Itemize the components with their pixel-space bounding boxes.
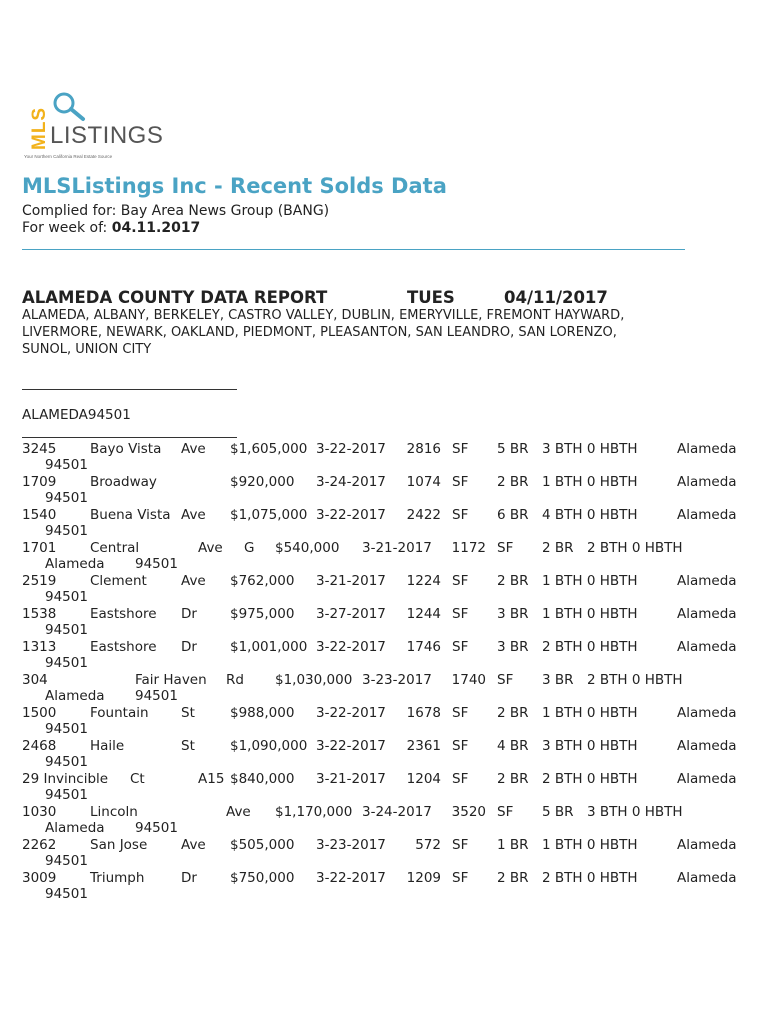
sale-type: Ave (181, 837, 206, 853)
sale-num: 304 (22, 672, 48, 688)
sale-date: 3-24-2017 (316, 474, 386, 490)
page-title: MLSListings Inc - Recent Solds Data (22, 174, 447, 198)
sale-bth: 2 BTH 0 HBTH (587, 540, 683, 556)
sale-city: Alameda (677, 837, 737, 853)
sale-sqft: 1204 (406, 771, 441, 787)
sale-row (0, 771, 768, 804)
sale-price: $540,000 (275, 540, 340, 556)
sale-row (0, 837, 768, 870)
sale-type: Ave (198, 540, 223, 556)
sale-city: Alameda (677, 639, 737, 655)
sale-city: Alameda (677, 705, 737, 721)
sale-price: $1,030,000 (275, 672, 353, 688)
sale-br: 4 BR (497, 738, 529, 754)
separator-line (22, 437, 237, 438)
sale-num: 1701 (22, 540, 57, 556)
sale-city: Alameda (677, 573, 737, 589)
sale-br: 2 BR (497, 771, 529, 787)
sale-city: Alameda (677, 606, 737, 622)
sale-city: Alameda (677, 474, 737, 490)
sale-bth: 1 BTH 0 HBTH (542, 837, 638, 853)
sale-br: 5 BR (542, 804, 574, 820)
city-list: ALAMEDA, ALBANY, BERKELEY, CASTRO VALLEY, DUBLIN, EMERYVILLE, FREMONT HAYWARD, LIVERMORE, NEWARK, OAKLAND, PIEDMONT, PLEASANTON, SAN LEANDRO, SAN LORENZO, SUNOL, UNION CITY (22, 308, 625, 357)
week-of (22, 220, 200, 236)
sale-type: Dr (181, 606, 197, 622)
sale-street: Fair Haven (135, 672, 207, 688)
sale-date: 3-21-2017 (316, 573, 386, 589)
sale-street: Eastshore (90, 639, 157, 655)
report-day: TUES (407, 288, 455, 307)
sale-sqft: 1740 (451, 672, 486, 688)
sale-date: 3-27-2017 (316, 606, 386, 622)
sale-br: 2 BR (542, 540, 574, 556)
sale-num: 3245 (22, 441, 57, 457)
sale-street: San Jose (90, 837, 148, 853)
logo-listings-text: LISTINGS (50, 122, 164, 149)
sale-zip: 94501 (45, 721, 88, 737)
sale-city: Alameda (45, 688, 105, 704)
sale-street: Clement (90, 573, 147, 589)
sale-street: Triumph (90, 870, 145, 886)
sale-zip: 94501 (45, 754, 88, 770)
week-label: For week of: (22, 220, 112, 236)
sale-br: 3 BR (497, 606, 529, 622)
sale-zip: 94501 (45, 523, 88, 539)
sale-sf: SF (452, 870, 469, 886)
separator-line (22, 389, 237, 390)
sale-sf: SF (452, 639, 469, 655)
sale-city: Alameda (677, 441, 737, 457)
sale-date: 3-22-2017 (316, 738, 386, 754)
sale-date: 3-21-2017 (362, 540, 432, 556)
sale-bth: 1 BTH 0 HBTH (542, 606, 638, 622)
sale-br: 2 BR (497, 474, 529, 490)
sale-bth: 1 BTH 0 HBTH (542, 573, 638, 589)
sale-zip: 94501 (45, 457, 88, 473)
sale-type: St (181, 705, 195, 721)
sale-sf: SF (452, 606, 469, 622)
logo-mls-text: MLS (29, 106, 50, 150)
sale-sqft: 1172 (451, 540, 486, 556)
sale-zip: 94501 (45, 622, 88, 638)
sale-unit: G (244, 540, 255, 556)
sale-zip: 94501 (45, 787, 88, 803)
sale-type: Ave (181, 507, 206, 523)
sale-sqft: 572 (415, 837, 441, 853)
sale-num: 2262 (22, 837, 57, 853)
sale-city: Alameda (45, 820, 105, 836)
sale-date: 3-21-2017 (316, 771, 386, 787)
sale-num: 1540 (22, 507, 57, 523)
sale-bth: 2 BTH 0 HBTH (542, 870, 638, 886)
sale-type: Ave (226, 804, 251, 820)
sale-street: Bayo Vista (90, 441, 162, 457)
sale-num: 1538 (22, 606, 57, 622)
report-date: 04/11/2017 (504, 288, 608, 307)
sale-sqft: 1244 (406, 606, 441, 622)
sale-street: Central (90, 540, 140, 556)
sale-num: 1500 (22, 705, 57, 721)
sale-num: 1030 (22, 804, 57, 820)
sale-street: Lincoln (90, 804, 138, 820)
sale-date: 3-22-2017 (316, 441, 386, 457)
sale-row (0, 639, 768, 672)
sale-price: $840,000 (230, 771, 295, 787)
sale-city: Alameda (45, 556, 105, 572)
sale-bth: 1 BTH 0 HBTH (542, 705, 638, 721)
sale-row (0, 738, 768, 771)
sale-street: Fountain (90, 705, 149, 721)
header-divider (22, 249, 685, 250)
sale-date: 3-22-2017 (316, 870, 386, 886)
sale-price: $1,605,000 (230, 441, 308, 457)
sale-row (0, 606, 768, 639)
sale-type: St (181, 738, 195, 754)
sale-sqft: 1209 (406, 870, 441, 886)
sale-num: 1313 (22, 639, 57, 655)
sale-row (0, 474, 768, 507)
sale-price: $988,000 (230, 705, 295, 721)
sale-type: Dr (181, 639, 197, 655)
sale-price: $750,000 (230, 870, 295, 886)
sale-type: Dr (181, 870, 197, 886)
sale-bth: 4 BTH 0 HBTH (542, 507, 638, 523)
sale-sqft: 1678 (406, 705, 441, 721)
sale-br: 3 BR (542, 672, 574, 688)
sale-row (0, 804, 768, 837)
sale-date: 3-24-2017 (362, 804, 432, 820)
sale-date: 3-23-2017 (316, 837, 386, 853)
sale-sf: SF (452, 573, 469, 589)
sale-city: Alameda (677, 771, 737, 787)
sale-street: Buena Vista (90, 507, 171, 523)
sale-zip: 94501 (45, 490, 88, 506)
sale-row (0, 540, 768, 573)
sale-bth: 3 BTH 0 HBTH (587, 804, 683, 820)
sale-sqft: 1074 (406, 474, 441, 490)
sale-zip: 94501 (135, 556, 178, 572)
sale-sqft: 2361 (406, 738, 441, 754)
sale-price: $505,000 (230, 837, 295, 853)
sale-bth: 3 BTH 0 HBTH (542, 738, 638, 754)
sale-bth: 2 BTH 0 HBTH (542, 771, 638, 787)
sale-type: Rd (226, 672, 244, 688)
sale-type: Ave (181, 441, 206, 457)
sale-br: 5 BR (497, 441, 529, 457)
sale-price: $1,001,000 (230, 639, 308, 655)
sale-sf: SF (452, 738, 469, 754)
sale-row (0, 870, 768, 903)
sale-price: $920,000 (230, 474, 295, 490)
sale-city: Alameda (677, 738, 737, 754)
sale-date: 3-22-2017 (316, 705, 386, 721)
sale-num: 29 Invincible (22, 771, 109, 787)
sale-num: 2519 (22, 573, 57, 589)
sale-sqft: 1224 (406, 573, 441, 589)
sale-sf: SF (452, 474, 469, 490)
sale-br: 1 BR (497, 837, 529, 853)
mlslistings-logo (22, 92, 164, 164)
sale-zip: 94501 (45, 589, 88, 605)
sale-sf: SF (452, 771, 469, 787)
sale-price: $1,075,000 (230, 507, 308, 523)
sale-bth: 1 BTH 0 HBTH (542, 474, 638, 490)
sale-sf: SF (452, 441, 469, 457)
logo-tagline: Your Northern California Real Estate Source (24, 154, 113, 159)
sale-num: 3009 (22, 870, 57, 886)
sale-row (0, 573, 768, 606)
sale-street: Eastshore (90, 606, 157, 622)
sale-street: Haile (90, 738, 125, 754)
sale-price: $1,090,000 (230, 738, 308, 754)
sale-sqft: 2422 (406, 507, 441, 523)
sale-unit: A15 (198, 771, 225, 787)
sale-bth: 2 BTH 0 HBTH (542, 639, 638, 655)
sale-sf: SF (452, 837, 469, 853)
sale-type: Ct (130, 771, 145, 787)
sale-date: 3-22-2017 (316, 639, 386, 655)
week-value: 04.11.2017 (111, 220, 201, 236)
sale-zip: 94501 (45, 886, 88, 902)
sale-br: 2 BR (497, 870, 529, 886)
sale-br: 6 BR (497, 507, 529, 523)
sale-sf: SF (497, 540, 514, 556)
sale-row (0, 705, 768, 738)
sale-br: 2 BR (497, 705, 529, 721)
sales-list (0, 441, 768, 903)
sale-row (0, 672, 768, 705)
sale-num: 1709 (22, 474, 57, 490)
sale-zip: 94501 (45, 655, 88, 671)
sale-sf: SF (452, 705, 469, 721)
sale-zip: 94501 (45, 853, 88, 869)
sale-row (0, 441, 768, 474)
sale-br: 2 BR (497, 573, 529, 589)
sale-type: Ave (181, 573, 206, 589)
sale-sf: SF (497, 672, 514, 688)
sale-price: $975,000 (230, 606, 295, 622)
sale-sqft: 1746 (406, 639, 441, 655)
sale-zip: 94501 (135, 820, 178, 836)
sale-bth: 3 BTH 0 HBTH (542, 441, 638, 457)
area-label: ALAMEDA94501 (22, 407, 131, 423)
report-title: ALAMEDA COUNTY DATA REPORT (22, 288, 328, 307)
sale-city: Alameda (677, 507, 737, 523)
sale-date: 3-22-2017 (316, 507, 386, 523)
sale-zip: 94501 (135, 688, 178, 704)
sale-price: $1,170,000 (275, 804, 353, 820)
sale-price: $762,000 (230, 573, 295, 589)
sale-num: 2468 (22, 738, 57, 754)
sale-date: 3-23-2017 (362, 672, 432, 688)
sale-sqft: 3520 (451, 804, 486, 820)
sale-bth: 2 BTH 0 HBTH (587, 672, 683, 688)
sale-sf: SF (497, 804, 514, 820)
sale-row (0, 507, 768, 540)
sale-br: 3 BR (497, 639, 529, 655)
sale-city: Alameda (677, 870, 737, 886)
sale-street: Broadway (90, 474, 157, 490)
sale-sf: SF (452, 507, 469, 523)
sale-sqft: 2816 (406, 441, 441, 457)
compiled-for: Complied for: Bay Area News Group (BANG) (22, 203, 330, 219)
